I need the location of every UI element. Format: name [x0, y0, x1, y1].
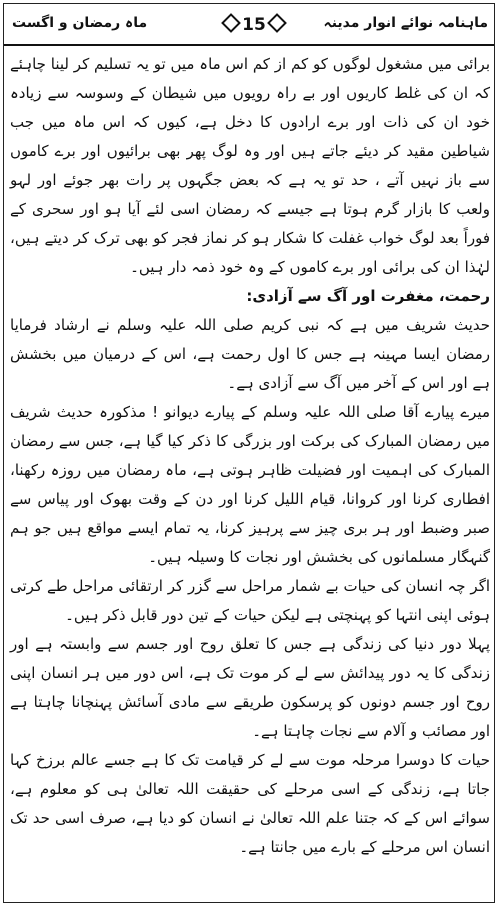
paragraph: اگر چہ انسان کی حیات بے شمار مراحل سے گزر کر ارتقائی مراحل طے کرتی ہوئی اپنی انتہا کو پہنچتی ہے لیکن حیات کے تین دور قابل ذکر ہیں۔ — [10, 577, 490, 624]
magazine-title: ماہنامہ نوائے انوار مدینہ — [323, 15, 488, 31]
page-header — [4, 6, 494, 46]
issue-title: ماہ رمضان و اگست — [12, 15, 148, 31]
article-body — [10, 50, 490, 862]
paragraph: میرے پیارے آقا صلی اللہ علیہ وسلم کے پیارے دیوانو ! مذکورہ حدیث شریف میں رمضان المبارک کی برکت اور بزرگی کا ذکر کیا گیا ہے، جس سے رمضان المبارک کی اہمیت اور فضیلت ظاہر ہوتی ہے، ماہ رمضان میں روزہ رکھنا، افطاری کرنا اور کروانا، قیام اللیل کرنا اور دن کے وقت بھوک اور پیاس سے صبر وضبط اور ہر بری چیز سے پرہیز کرنا، یہ تمام ایسے مواقع ہیں جو ہم گنہگار مسلمانوں کی بخشش اور نجات کا وسیلہ ہیں۔ — [10, 403, 490, 566]
header-divider — [4, 44, 494, 46]
paragraph: حیات کا دوسرا مرحلہ موت سے لے کر قیامت تک کا ہے جسے عالم برزخ کہا جاتا ہے، زندگی کے اسی مرحلے کی حقیقت اللہ تعالیٰ ہی کو معلوم ہے، سوائے اس کے کہ جتنا علم اللہ تعالیٰ نے انسان کو دیا ہے، صرف اسی حد تک انسان اس مرحلے کے بارے میں جانتا ہے۔ — [10, 751, 490, 856]
paragraph: پہلا دور دنیا کی زندگی ہے جس کا تعلق روح اور جسم سے وابستہ ہے اور زندگی کا یہ دور پیدائش سے لے کر موت تک ہے، اس دور میں ہر انسان اپنی روح اور جسم دونوں کو پرسکون طریقے سے مادی آسائش پہنچانا چاہتا ہے اور مصائب و آلام سے نجات چاہتا ہے۔ — [10, 635, 490, 740]
page-number: 15 — [232, 10, 276, 40]
section-heading: رحمت، مغفرت اور آگ سے آزادی: — [246, 287, 490, 305]
paragraph: حدیث شریف میں ہے کہ نبی کریم صلی اللہ علیہ وسلم نے ارشاد فرمایا رمضان ایسا مہینہ ہے جس کا اول رحمت ہے، اس کے درمیان میں بخشش ہے اور اس کے آخر میں آگ سے آزادی ہے۔ — [10, 316, 490, 392]
paragraph: برائی میں مشغول لوگوں کو کم از کم اس ماہ میں تو یہ تسلیم کر لینا چاہئے کہ ان کی غلط کاریوں اور بے راہ رویوں میں شیطان کے وسوسہ سے زیادہ خود ان کی ذات اور برے ارادوں کا دخل ہے، کیوں کہ اس ماہ میں جب شیاطین مقید کر دیئے جاتے ہیں اور وہ لوگ پھر بھی برائیوں اور برے کاموں سے باز نہیں آتے ، حد تو یہ ہے کہ بعض جگہوں پر رات بھر جوئے اور لہو ولعب کا بازار گرم ہوتا ہے جیسے کہ رمضان اسی لئے آیا ہو اور سحری کے فوراً بعد لوگ خواب غفلت کا شکار ہو کر نماز فجر کو بھی ترک کر دیتے ہیں، لہٰذا ان کی برائی اور برے کاموں کے وہ خود ذمہ دار ہیں۔ — [10, 55, 490, 276]
